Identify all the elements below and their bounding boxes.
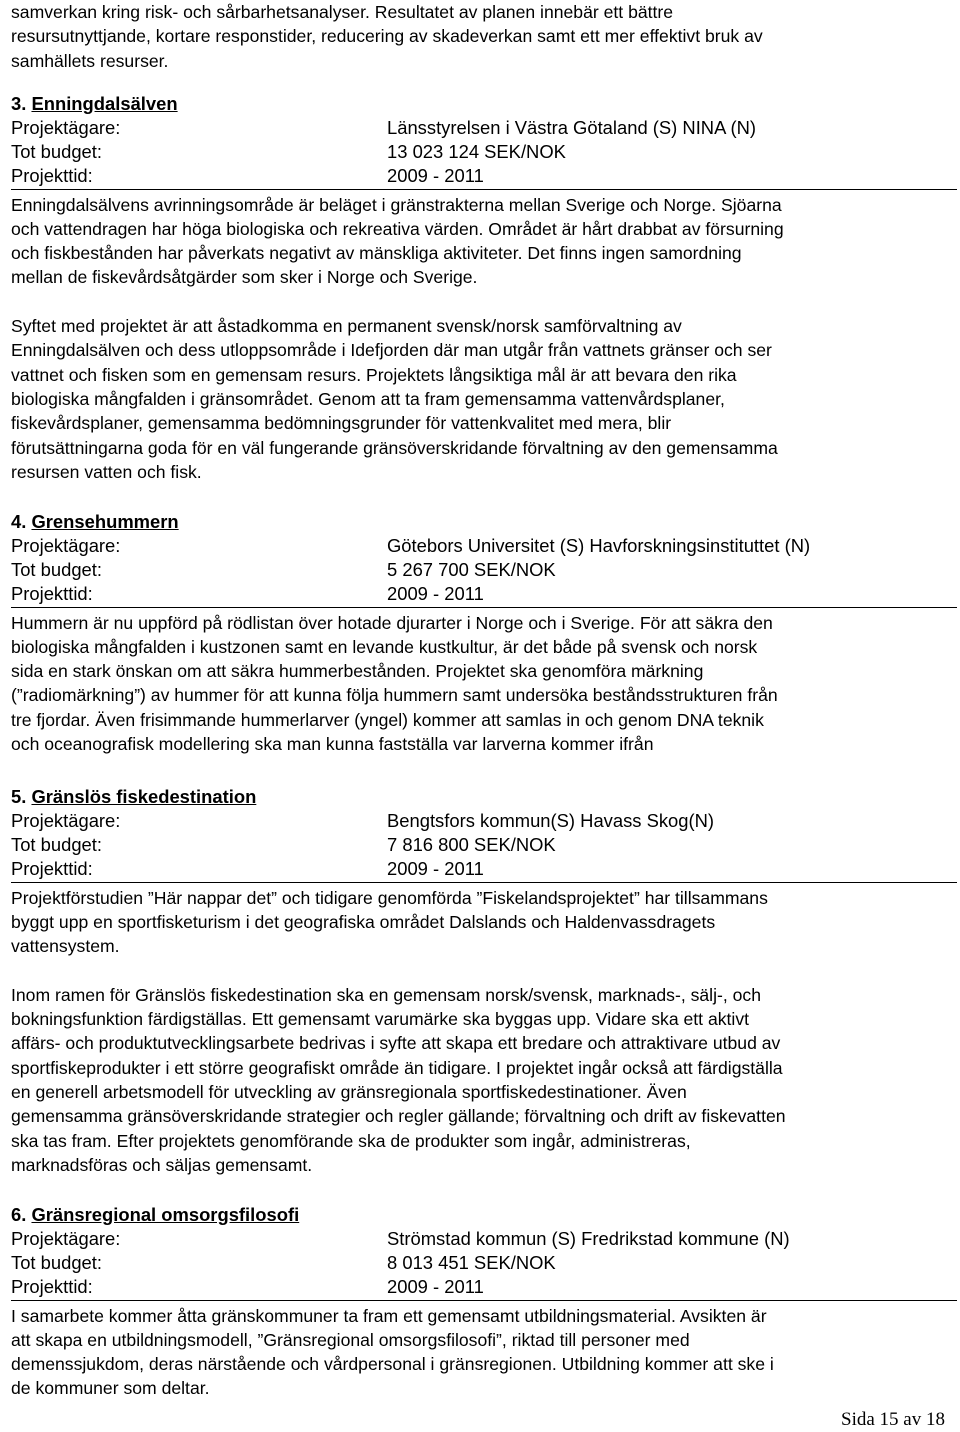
- project-meta-table: [11, 116, 756, 188]
- text-line: en generell arbetsmodell för utveckling av gränsregionala sportfiskedestinationer. Även: [11, 1081, 687, 1102]
- text-line: vattnet och fisken som en gemensam resurs. Projektets långsiktiga mål är att bevara den rika: [11, 364, 737, 385]
- project-meta: [11, 1227, 957, 1300]
- budget-row: [11, 140, 756, 164]
- paragraph: [11, 886, 951, 959]
- text-line: sida en stark önskan om att säkra hummerbestånden. Projektet ska genomföra märkning: [11, 661, 704, 682]
- period-label: Projekttid:: [11, 858, 93, 880]
- owner-row: [11, 534, 810, 558]
- period-row: [11, 857, 714, 881]
- owner-label: Projektägare:: [11, 535, 121, 557]
- period-label: Projekttid:: [11, 1276, 93, 1298]
- text-line: Hummern är nu uppförd på rödlistan över hotade djurarter i Norge och i Sverige. För att säkra den: [11, 612, 773, 633]
- section-number: 5.: [11, 786, 27, 807]
- section-number: 4.: [11, 511, 27, 532]
- text-line: Enningdalsälven och dess utloppsområde i Idefjorden där man utgår från vattnets gränser och ser: [11, 340, 772, 361]
- project-meta-table: [11, 1227, 790, 1299]
- project-section-5: [11, 785, 951, 1177]
- period-row: [11, 582, 810, 606]
- text-line: förutsättningarna goda för en väl fungerande gränsöverskridande förvaltning av den gemensamma: [11, 437, 778, 458]
- project-meta: [11, 116, 957, 189]
- section-number: 6.: [11, 1204, 27, 1225]
- section-title: Enningdalsälven: [31, 93, 178, 114]
- section-title: Grensehummern: [31, 511, 179, 532]
- period-row: [11, 1275, 790, 1299]
- text-line: resursutnyttjande, kortare responstider, reducering av skadeverkan samt ett mer effektivt bruk av: [11, 26, 763, 47]
- project-meta: [11, 534, 957, 607]
- text-line: vattensystem.: [11, 936, 120, 957]
- budget-label: Tot budget:: [11, 141, 103, 163]
- period-value: 2009 - 2011: [387, 165, 484, 187]
- owner-value: Strömstad kommun (S) Fredrikstad kommune (N): [387, 1228, 790, 1250]
- period-value: 2009 - 2011: [387, 1276, 484, 1298]
- text-line: fiskevårdsplaner, gemensamma bedömningsgrunder för vattenkvalitet med mera, blir: [11, 413, 672, 434]
- owner-value: Bengtsfors kommun(S) Havass Skog(N): [387, 810, 715, 832]
- paragraph: [11, 314, 951, 484]
- text-line: ska tas fram. Efter projektets genomförande ska de produkter som ingår, administreras,: [11, 1130, 691, 1151]
- text-line: de kommuner som deltar.: [11, 1378, 210, 1399]
- text-line: biologiska mångfalden i gränsområdet. Genom att ta fram gemensamma vattenvårdsplaner,: [11, 388, 725, 409]
- text-line: och vattendragen har höga biologiska och rekreativa värden. Området är hårt drabbat av försurning: [11, 218, 784, 239]
- budget-label: Tot budget:: [11, 559, 103, 581]
- owner-row: [11, 809, 714, 833]
- section-title: Gränsregional omsorgsfilosofi: [31, 1204, 300, 1225]
- paragraph: [11, 611, 951, 757]
- budget-value: 7 816 800 SEK/NOK: [387, 834, 556, 856]
- page-number: Sida 15 av 18: [841, 1409, 945, 1430]
- text-line: byggt upp en sportfisketurism i det geografiska området Dalslands och Haldenvassdragets: [11, 911, 716, 932]
- period-label: Projekttid:: [11, 165, 93, 187]
- owner-value: Länsstyrelsen i Västra Götaland (S) NINA (N): [387, 117, 756, 139]
- budget-value: 8 013 451 SEK/NOK: [387, 1252, 556, 1274]
- paragraph-spacer: [11, 290, 951, 314]
- owner-row: [11, 1227, 790, 1251]
- section-heading: [11, 510, 951, 534]
- text-line: I samarbete kommer åtta gränskommuner ta fram ett gemensamt utbildningsmaterial. Avsikten är: [11, 1305, 767, 1326]
- section-heading: [11, 92, 951, 116]
- text-line: och oceanografisk modellering ska man kunna fastställa var larverna kommer ifrån: [11, 734, 654, 755]
- text-line: resursen vatten och fisk.: [11, 461, 202, 482]
- text-line: att skapa en utbildningsmodell, ”Gränsregional omsorgsfilosofi”, riktad till personer med: [11, 1329, 690, 1350]
- period-row: [11, 164, 756, 188]
- text-line: bokningsfunktion färdigställas. Ett gemensamt varumärke ska byggas upp. Vidare ska ett aktivt: [11, 1009, 750, 1030]
- section-heading: [11, 785, 951, 809]
- budget-row: [11, 558, 810, 582]
- budget-value: 13 023 124 SEK/NOK: [387, 141, 566, 163]
- text-line: marknadsföras och säljas gemensamt.: [11, 1154, 313, 1175]
- paragraph: [11, 193, 951, 290]
- text-line: Projektförstudien ”Här nappar det” och tidigare genomförda ”Fiskelandsprojektet” har tillsammans: [11, 887, 768, 908]
- budget-value: 5 267 700 SEK/NOK: [387, 559, 556, 581]
- budget-label: Tot budget:: [11, 834, 103, 856]
- paragraph-spacer: [11, 958, 951, 982]
- section-title: Gränslös fiskedestination: [31, 786, 257, 807]
- project-section-6: [11, 1203, 951, 1401]
- text-line: sportfiskeprodukter i ett större geografiskt område än tidigare. I projektet ingår också att färdigställa: [11, 1057, 783, 1078]
- text-line: Enningdalsälvens avrinningsområde är beläget i gränstrakterna mellan Sverige och Norge. Sjöarna: [11, 194, 782, 215]
- owner-label: Projektägare:: [11, 1228, 121, 1250]
- project-meta-table: [11, 809, 714, 881]
- intro-paragraph: [11, 0, 951, 73]
- text-line: affärs- och produktutvecklingsarbete bedrivas i syfte att skapa ett bredare och attraktivare utbud av: [11, 1033, 781, 1054]
- section-heading: [11, 1203, 951, 1227]
- text-line: samhällets resurser.: [11, 50, 169, 71]
- text-line: mellan de fiskevårdsåtgärder som sker i Norge och Sverige.: [11, 267, 478, 288]
- budget-row: [11, 1251, 790, 1275]
- project-meta-table: [11, 534, 810, 606]
- section-number: 3.: [11, 93, 27, 114]
- period-label: Projekttid:: [11, 583, 93, 605]
- budget-row: [11, 833, 714, 857]
- text-line: gemensamma gränsöverskridande strategier och regler gällande; förvaltning och drift av fiskevatten: [11, 1106, 786, 1127]
- owner-label: Projektägare:: [11, 117, 121, 139]
- text-line: och fiskbestånden har påverkats negativt av mänskliga aktiviteter. Det finns ingen samordning: [11, 243, 742, 264]
- text-line: tre fjordar. Även frisimmande hummerlarver (yngel) kommer att samlas in och genom DNA teknik: [11, 709, 764, 730]
- project-meta: [11, 809, 957, 882]
- text-line: (”radiomärkning”) av hummer för att kunna följa hummern samt undersöka beståndsstrukturen från: [11, 685, 778, 706]
- text-line: Syftet med projektet är att åstadkomma en permanent svensk/norsk samförvaltning av: [11, 316, 682, 337]
- text-line: biologiska mångfalden i kustzonen samt en levande kustkultur, är det både på svensk och norsk: [11, 636, 758, 657]
- period-value: 2009 - 2011: [387, 583, 484, 605]
- period-value: 2009 - 2011: [387, 858, 484, 880]
- project-section-3: [11, 92, 951, 484]
- paragraph: [11, 983, 951, 1177]
- text-line: demenssjukdom, deras närstående och vårdpersonal i gränsregionen. Utbildning kommer att ske i: [11, 1354, 774, 1375]
- owner-row: [11, 116, 756, 140]
- budget-label: Tot budget:: [11, 1252, 103, 1274]
- owner-label: Projektägare:: [11, 810, 121, 832]
- text-line: samverkan kring risk- och sårbarhetsanalyser. Resultatet av planen innebär ett bättre: [11, 2, 674, 22]
- paragraph: [11, 1304, 951, 1401]
- owner-value: Götebors Universitet (S) Havforskningsinstituttet (N): [387, 535, 811, 557]
- text-line: Inom ramen för Gränslös fiskedestination ska en gemensam norsk/svensk, marknads-, sälj-, och: [11, 984, 762, 1005]
- project-section-4: [11, 510, 951, 756]
